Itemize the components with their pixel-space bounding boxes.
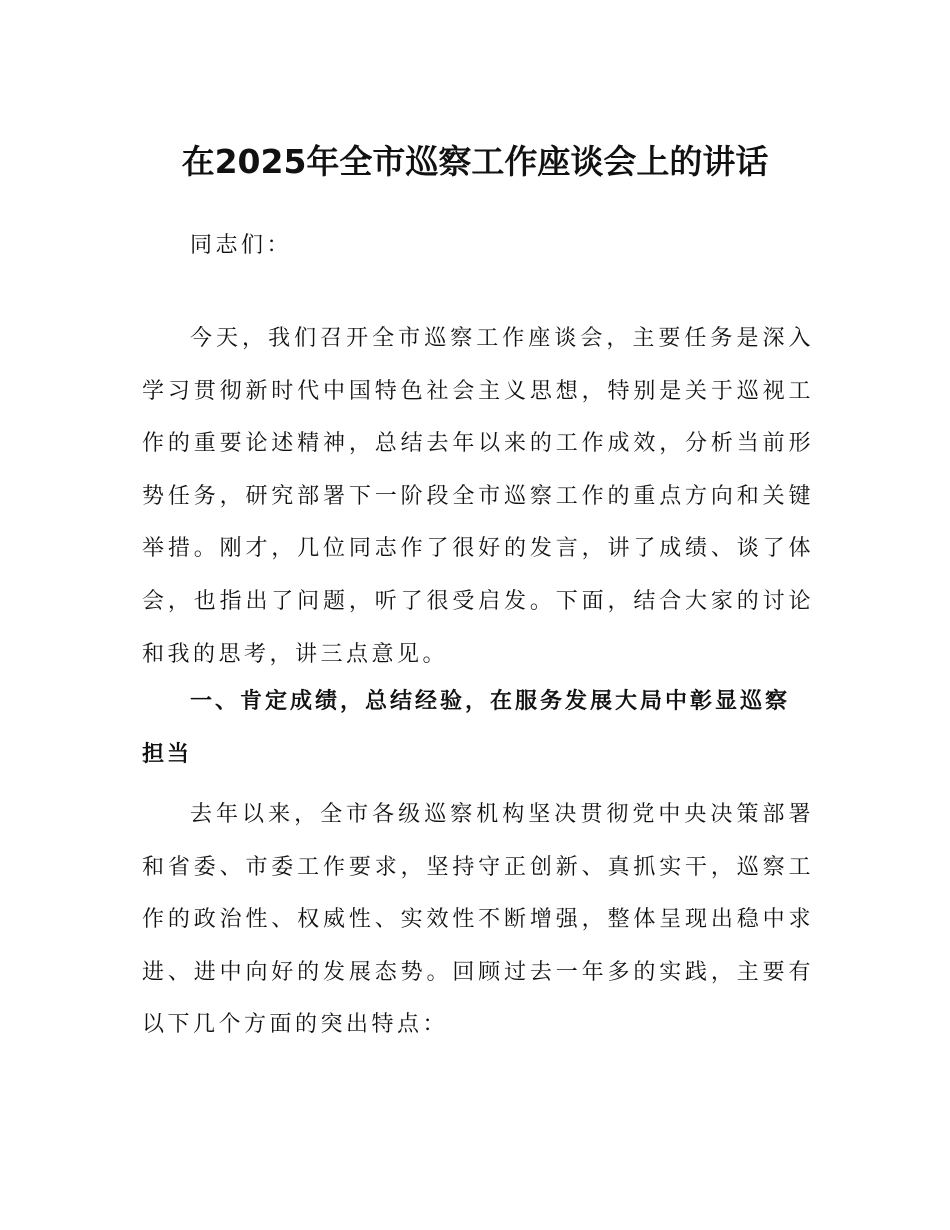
document-title: 在2025年全市巡察工作座谈会上的讲话 — [181, 142, 769, 182]
opening-paragraph: 今天，我们召开全市巡察工作座谈会，主要任务是深入学习贯彻新时代中国特色社会主义思想，特别是关于巡视工作的重要论述精神，总结去年以来的工作成效，分析当前形势任务，研究部署下一阶段全市巡察工作的重点方向和关键举措。刚才，几位同志作了很好的发言，讲了成绩、谈了体会，也指出了问题，听了很受启发。下面，结合大家的讨论和我的思考，讲三点意见。 — [142, 326, 814, 667]
section-1-paragraph: 去年以来，全市各级巡察机构坚决贯彻党中央决策部署和省委、市委工作要求，坚持守正创新、真抓实干，巡察工作的政治性、权威性、实效性不断增强，整体呈现出稳中求进、进中向好的发展态势。回顾过去一年多的实践，主要有以下几个方面的突出特点： — [142, 802, 814, 1038]
section-heading-1: 一、肯定成绩，总结经验，在服务发展大局中彰显巡察担当 — [142, 689, 791, 767]
greeting: 同志们： — [190, 233, 293, 258]
